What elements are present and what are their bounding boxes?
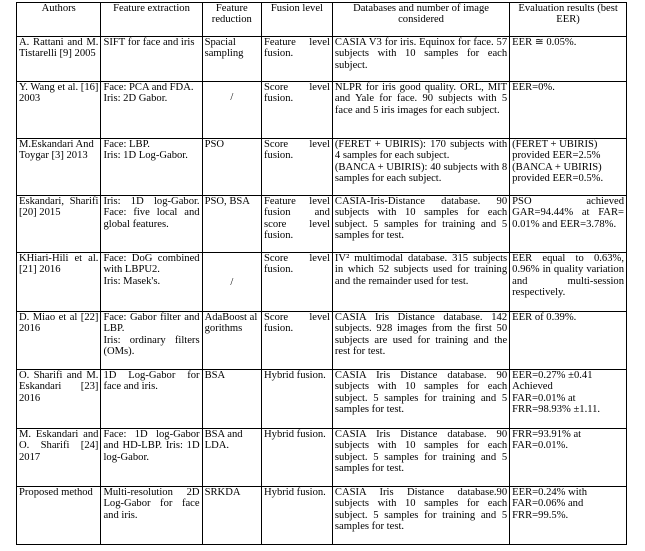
cell-fusion-level: Score level fusion.	[262, 82, 333, 139]
cell-feature-extraction: Face: PCA and FDA. Iris: 2D Gabor.	[101, 82, 202, 139]
header-authors: Authors	[17, 3, 101, 37]
cell-authors: M.Eskandari And Toygar [3] 2013	[17, 139, 101, 196]
cell-databases: NLPR for iris good quality. ORL, MIT and Yale for face. 90 subjects with 5 face and 5 iris images for each subject.	[332, 82, 509, 139]
table-row	[17, 37, 627, 82]
table-row	[17, 253, 627, 312]
table-row	[17, 487, 627, 545]
cell-authors: Proposed method	[17, 487, 101, 545]
header-fusion-level: Fusion level	[262, 3, 333, 37]
cell-fusion-level: Hybrid fusion.	[262, 487, 333, 545]
header-feature-reduction: Feature reduction	[202, 3, 261, 37]
cell-feature-reduction: SRKDA	[202, 487, 261, 545]
cell-evaluation: (FERET + UBIRIS) provided EER=2.5% (BANCA + UBIRIS) provided EER=0.5%.	[510, 139, 627, 196]
cell-feature-extraction: 1D Log-Gabor for face and iris.	[101, 370, 202, 429]
cell-authors: D. Miao et al [22] 2016	[17, 312, 101, 370]
header-databases: Databases and number of image considered	[332, 3, 509, 37]
cell-fusion-level: Score level fusion.	[262, 139, 333, 196]
cell-authors: M. Eskandari and O. Sharifi [24] 2017	[17, 429, 101, 487]
cell-evaluation: FRR=93.91% at FAR=0.01%.	[510, 429, 627, 487]
cell-evaluation: EER ≅ 0.05%.	[510, 37, 627, 82]
cell-feature-reduction: PSO	[202, 139, 261, 196]
table-header-row	[17, 3, 627, 37]
cell-databases: CASIA Iris Distance database. 90 subjects with 10 samples for each subject. 5 samples for training and 5 samples for test.	[332, 429, 509, 487]
table-row	[17, 429, 627, 487]
cell-databases: CASIA Iris Distance database. 90 subjects with 10 samples for each subject. 5 samples for training and 5 samples for test.	[332, 370, 509, 429]
table-row	[17, 82, 627, 139]
cell-feature-reduction: BSA and LDA.	[202, 429, 261, 487]
cell-feature-extraction: Iris: 1D log-Gabor. Face: five local and global features.	[101, 196, 202, 253]
cell-feature-extraction: SIFT for face and iris	[101, 37, 202, 82]
cell-databases: (FERET + UBIRIS): 170 subjects with 4 samples for each subject. (BANCA + UBIRIS): 40 subjects with 8 samples for each subject.	[332, 139, 509, 196]
comparison-table	[16, 2, 627, 545]
cell-fusion-level: Score level fusion.	[262, 253, 333, 312]
cell-evaluation: EER=0%.	[510, 82, 627, 139]
cell-feature-extraction: Multi-resolution 2D Log-Gabor for face and iris.	[101, 487, 202, 545]
cell-fusion-level: Hybrid fusion.	[262, 370, 333, 429]
cell-evaluation: EER=0.27% ±0.41 Achieved FAR=0.01% at FRR=98.93% ±1.11.	[510, 370, 627, 429]
cell-evaluation: EER=0.24% with FAR=0.06% and FRR=99.5%.	[510, 487, 627, 545]
table-row	[17, 370, 627, 429]
cell-feature-reduction: Spacial sampling	[202, 37, 261, 82]
cell-authors: KHiari-Hili et al. [21] 2016	[17, 253, 101, 312]
cell-evaluation: EER equal to 0.63%, 0.96% in quality variation and multi-session respectively.	[510, 253, 627, 312]
cell-authors: A. Rattani and M. Tistarelli [9] 2005	[17, 37, 101, 82]
cell-fusion-level: Score level fusion.	[262, 312, 333, 370]
table-row	[17, 312, 627, 370]
cell-feature-extraction: Face: Gabor filter and LBP. Iris: ordinary filters (OMs).	[101, 312, 202, 370]
cell-evaluation: PSO achieved GAR=94.44% at FAR= 0.01% and EER=3.78%.	[510, 196, 627, 253]
cell-databases: CASIA Iris Distance database. 142 subjects. 928 images from the first 50 subjects are used for training and the rest for test.	[332, 312, 509, 370]
cell-authors: Y. Wang et al. [16] 2003	[17, 82, 101, 139]
cell-databases: IV² multimodal database. 315 subjects in which 52 subjects used for training and the remainder used for test.	[332, 253, 509, 312]
table-row	[17, 139, 627, 196]
cell-fusion-level: Feature level fusion and score level fusion.	[262, 196, 333, 253]
cell-feature-extraction: Face: 1D log-Gabor and HD-LBP. Iris: 1D log-Gabor.	[101, 429, 202, 487]
cell-databases: CASIA V3 for iris. Equinox for face. 57 subjects with 10 samples for each subject.	[332, 37, 509, 82]
cell-feature-reduction: BSA	[202, 370, 261, 429]
cell-fusion-level: Feature level fusion.	[262, 37, 333, 82]
cell-feature-reduction: /	[202, 82, 261, 139]
cell-databases: CASIA-Iris-Distance database. 90 subjects with 10 samples for each subject. 5 samples for training and 5 samples for test.	[332, 196, 509, 253]
table-row	[17, 196, 627, 253]
cell-databases: CASIA Iris Distance database.90 subjects with 10 samples for each subject. 5 samples for training and 5 samples for test.	[332, 487, 509, 545]
cell-feature-reduction: /	[202, 253, 261, 312]
header-evaluation: Evaluation results (best EER)	[510, 3, 627, 37]
cell-authors: Eskandari, Sharifi [20] 2015	[17, 196, 101, 253]
cell-feature-extraction: Face: LBP. Iris: 1D Log-Gabor.	[101, 139, 202, 196]
header-feature-extraction: Feature extraction	[101, 3, 202, 37]
cell-feature-reduction: AdaBoost algorithms	[202, 312, 261, 370]
cell-feature-reduction: PSO, BSA	[202, 196, 261, 253]
cell-feature-extraction: Face: DoG combined with LBPU2. Iris: Masek's.	[101, 253, 202, 312]
cell-fusion-level: Hybrid fusion.	[262, 429, 333, 487]
cell-evaluation: EER of 0.39%.	[510, 312, 627, 370]
cell-authors: O. Sharifi and M. Eskandari [23] 2016	[17, 370, 101, 429]
